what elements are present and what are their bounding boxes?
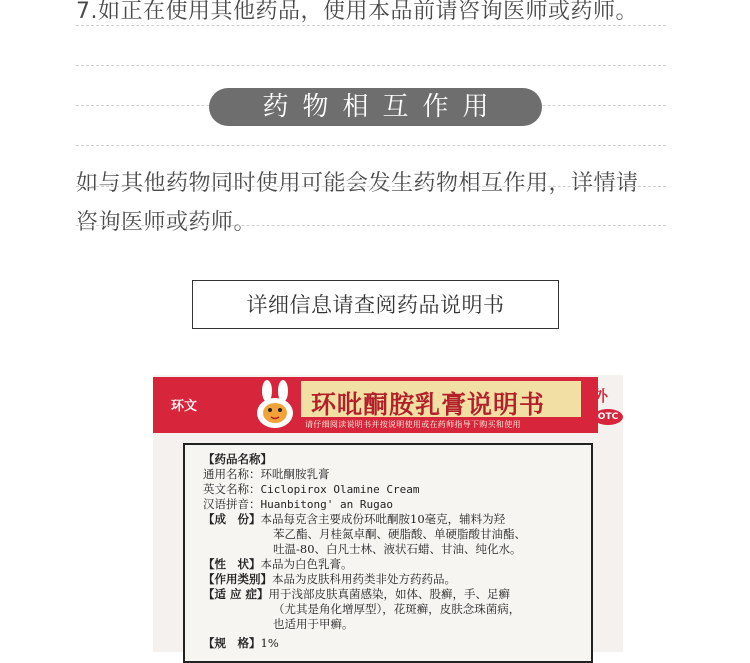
leaflet-row: 【规 格】1% [203,636,279,650]
divider [76,145,666,146]
otc-badge: OTC [593,409,623,425]
divider [76,186,666,187]
section-title: 药物相互作用 [209,88,542,126]
leaflet-sheet [183,443,593,663]
interaction-text-line-2: 咨询医师或药师。 [76,210,257,235]
leaflet-row: 通用名称：环吡酮胺乳膏 [203,467,330,481]
detail-info-button[interactable]: 详细信息请查阅药品说明书 [192,280,559,329]
leaflet-row: 【性 状】本品为白色乳膏。 [203,557,353,571]
divider [76,25,666,26]
divider [76,65,666,66]
leaflet-row: 吐温-80、白凡士林、液状石蜡、甘油、纯化水。 [273,542,522,556]
leaflet-row: 【药品名称】 [203,452,272,466]
leaflet-row: 【适 应 症】用于浅部皮肤真菌感染，如体、股癣，手、足癣 [203,587,511,601]
leaflet-subtitle: 请仔细阅读说明书并按说明使用或在药师指导下购买和使用 [305,420,521,429]
leaflet-row: 汉语拼音：Huanbitong' an Rugao [203,497,393,511]
rabbit-mascot-icon [245,379,305,431]
brand-logo: 环文 [171,399,198,414]
leaflet-row: 【作用类别】本品为皮肤科用药类非处方药药品。 [203,572,456,586]
leaflet-row: 也适用于甲癣。 [273,617,354,631]
divider [76,225,666,226]
leaflet-title: 环吡酮胺乳膏说明书 [311,390,546,419]
precaution-line: 7.如正在使用其他药品，使用本品前请咨询医师或药师。 [76,0,638,24]
leaflet-banner [153,377,598,433]
leaflet-row: 苯乙酯、月桂氮卓酮、硬脂酸、单硬脂酸甘油酯、 [273,527,526,541]
package-leaflet-image [153,375,623,652]
external-use-label: 外 [593,387,609,405]
leaflet-row: 英文名称：Ciclopirox Olamine Cream [203,482,420,496]
interaction-text-line-1: 如与其他药物同时使用可能会发生药物相互作用，详情请 [76,171,639,196]
leaflet-row: 【成 份】本品每克含主要成份环吡酮胺10毫克，辅料为羟 [203,512,506,526]
leaflet-row: （尤其是角化增厚型），花斑癣，皮肤念珠菌病， [273,602,521,616]
